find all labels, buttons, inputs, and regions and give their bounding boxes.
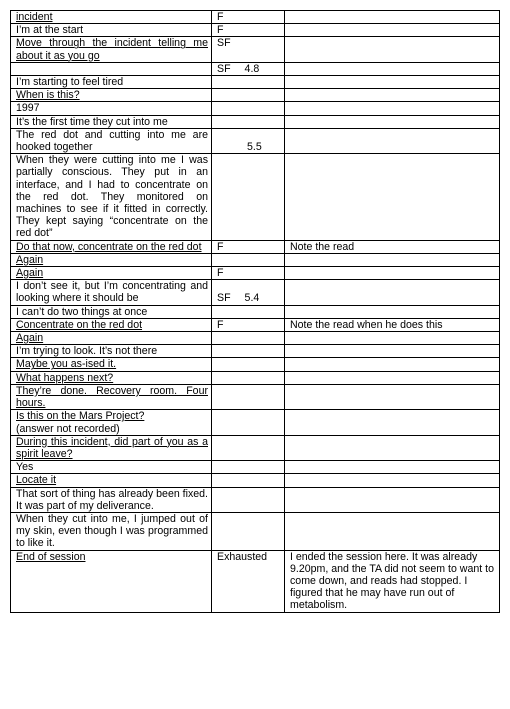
session-text-cell <box>11 280 212 305</box>
auditor-question: When is this? <box>16 89 80 102</box>
table-row <box>11 115 500 128</box>
note-cell <box>285 240 500 253</box>
session-text-cell <box>11 435 212 460</box>
session-text-cell <box>11 128 212 153</box>
table-row <box>11 318 500 331</box>
session-text-cell <box>11 89 212 102</box>
needle-reaction: F <box>217 240 224 253</box>
session-table <box>10 10 500 613</box>
auditor-question: incident <box>16 11 53 23</box>
needle-reaction: F <box>217 318 224 331</box>
pc-answer: I’m starting to feel tired <box>16 76 124 89</box>
pc-answer: That sort of thing has already been fixed. It was part of my deliverance. <box>16 487 208 512</box>
table-row <box>11 384 500 409</box>
session-text-cell <box>11 253 212 266</box>
note-cell <box>285 435 500 460</box>
session-text-cell <box>11 410 212 435</box>
auditor-question: Concentrate on the red dot <box>16 318 143 331</box>
auditor-question: What happens next? <box>16 371 114 384</box>
session-text-cell <box>11 267 212 280</box>
meter-cell <box>212 358 285 371</box>
meter-cell <box>212 410 285 435</box>
auditor-note: Note the read <box>290 240 355 253</box>
session-text-cell <box>11 76 212 89</box>
table-row <box>11 474 500 487</box>
table-row <box>11 267 500 280</box>
needle-reaction: SF <box>217 62 231 75</box>
meter-cell <box>212 280 285 305</box>
note-cell <box>285 512 500 550</box>
session-text-cell <box>11 37 212 62</box>
note-cell <box>285 102 500 115</box>
table-row <box>11 253 500 266</box>
meter-cell <box>212 154 285 240</box>
auditor-question: They’re done. Recovery room. Four hours. <box>16 384 208 410</box>
table-row <box>11 280 500 305</box>
table-row <box>11 305 500 318</box>
table-row <box>11 24 500 37</box>
table-row <box>11 345 500 358</box>
note-cell <box>285 318 500 331</box>
needle-reaction: Exhausted <box>217 550 268 563</box>
table-row <box>11 550 500 612</box>
note-cell <box>285 267 500 280</box>
session-text-cell <box>11 371 212 384</box>
meter-cell <box>212 76 285 89</box>
session-text-cell <box>11 154 212 240</box>
meter-cell <box>212 37 285 62</box>
auditor-question: Maybe you as-ised it. <box>16 358 117 371</box>
pc-answer: When they were cutting into me I was partially conscious. They put in an interface, and I had to concentrate on the red dot. They monitored on machines to see if it fitted in correctly. They kept saying “concentrate on the red dot” <box>16 154 208 240</box>
auditor-note: Note the read when he does this <box>290 318 443 331</box>
pc-answer: 1997 <box>16 102 40 115</box>
auditor-question: Locate it <box>16 474 57 487</box>
session-text-cell <box>11 115 212 128</box>
meter-cell <box>212 305 285 318</box>
auditor-question: Again <box>16 267 44 280</box>
note-cell <box>285 128 500 153</box>
note-cell <box>285 332 500 345</box>
meter-cell <box>212 267 285 280</box>
needle-reaction: SF <box>217 37 231 50</box>
meter-cell <box>212 332 285 345</box>
session-text-cell <box>11 358 212 371</box>
table-row <box>11 128 500 153</box>
tone-arm-reading: 5.4 <box>244 292 260 305</box>
auditor-question: Is this on the Mars Project? <box>16 410 145 423</box>
table-row <box>11 11 500 24</box>
pc-answer: Yes <box>16 461 34 474</box>
auditor-question: Do that now, concentrate on the red dot <box>16 240 202 253</box>
session-text-cell <box>11 332 212 345</box>
pc-answer: I don’t see it, but I’m concentrating and looking where it should be <box>16 280 208 305</box>
note-cell <box>285 371 500 384</box>
auditor-question: Move through the incident telling me about it as you go <box>16 37 208 62</box>
session-text-cell <box>11 11 212 24</box>
table-row <box>11 102 500 115</box>
meter-cell <box>212 318 285 331</box>
table-row <box>11 332 500 345</box>
meter-cell <box>212 474 285 487</box>
table-row <box>11 76 500 89</box>
session-text-cell <box>11 305 212 318</box>
note-cell <box>285 550 500 612</box>
pc-answer: I can’t do two things at once <box>16 305 148 318</box>
meter-cell <box>212 89 285 102</box>
pc-answer: I’m trying to look. It’s not there <box>16 345 158 358</box>
meter-cell <box>212 461 285 474</box>
meter-cell <box>212 253 285 266</box>
session-text-cell <box>11 512 212 550</box>
auditor-note: I ended the session here. It was already 9.20pm, and the TA did not seem to want to come down, and reads had stopped. I figured that he may have run out of metabolism. <box>290 550 494 612</box>
note-cell <box>285 358 500 371</box>
note-cell <box>285 62 500 75</box>
note-cell <box>285 384 500 409</box>
pc-answer: When they cut into me, I jumped out of my skin, even though I was programmed to like it. <box>16 512 208 550</box>
auditor-question: Again <box>16 332 44 345</box>
needle-reaction: F <box>217 11 224 23</box>
pc-answer: I’m at the start <box>16 24 84 37</box>
note-cell <box>285 253 500 266</box>
note-cell <box>285 37 500 62</box>
table-row <box>11 62 500 75</box>
session-text-cell <box>11 487 212 512</box>
meter-cell <box>212 512 285 550</box>
table-row <box>11 154 500 240</box>
table-row <box>11 435 500 460</box>
session-text-cell <box>11 345 212 358</box>
table-row <box>11 89 500 102</box>
meter-cell <box>212 435 285 460</box>
note-cell <box>285 410 500 435</box>
tone-arm-reading: 4.8 <box>244 62 260 75</box>
session-text-cell <box>11 102 212 115</box>
note-cell <box>285 487 500 512</box>
auditor-question: End of session <box>16 550 86 563</box>
pc-answer: The red dot and cutting into me are hooked together <box>16 128 208 154</box>
table-row <box>11 371 500 384</box>
table-row <box>11 358 500 371</box>
auditor-question: During this incident, did part of you as a spirit leave? <box>16 435 208 460</box>
meter-cell <box>212 24 285 37</box>
table-row <box>11 410 500 435</box>
table-row <box>11 512 500 550</box>
session-text-cell <box>11 461 212 474</box>
session-remark: (answer not recorded) <box>16 422 120 435</box>
meter-cell <box>212 487 285 512</box>
meter-cell <box>212 240 285 253</box>
meter-cell <box>212 62 285 75</box>
table-row <box>11 240 500 253</box>
table-row <box>11 461 500 474</box>
meter-cell <box>212 128 285 153</box>
session-text-cell <box>11 318 212 331</box>
note-cell <box>285 11 500 24</box>
session-text-cell <box>11 240 212 253</box>
meter-cell <box>212 345 285 358</box>
note-cell <box>285 305 500 318</box>
note-cell <box>285 24 500 37</box>
auditor-question: Again <box>16 253 44 266</box>
needle-reaction: SF <box>217 292 231 305</box>
session-text-cell <box>11 384 212 409</box>
meter-cell <box>212 371 285 384</box>
pc-answer: It’s the first time they cut into me <box>16 115 168 128</box>
note-cell <box>285 115 500 128</box>
meter-cell <box>212 384 285 409</box>
meter-cell <box>212 11 285 24</box>
session-text-cell <box>11 474 212 487</box>
note-cell <box>285 345 500 358</box>
note-cell <box>285 154 500 240</box>
table-row <box>11 37 500 62</box>
note-cell <box>285 280 500 305</box>
tone-arm-reading: 5.5 <box>247 141 262 154</box>
needle-reaction: F <box>217 267 224 280</box>
meter-cell <box>212 550 285 612</box>
meter-cell <box>212 115 285 128</box>
meter-cell <box>212 102 285 115</box>
needle-reaction: F <box>217 24 224 37</box>
note-cell <box>285 89 500 102</box>
note-cell <box>285 474 500 487</box>
session-text-cell <box>11 550 212 612</box>
note-cell <box>285 76 500 89</box>
session-text-cell <box>11 24 212 37</box>
table-row <box>11 487 500 512</box>
note-cell <box>285 461 500 474</box>
session-text-cell <box>11 62 212 75</box>
